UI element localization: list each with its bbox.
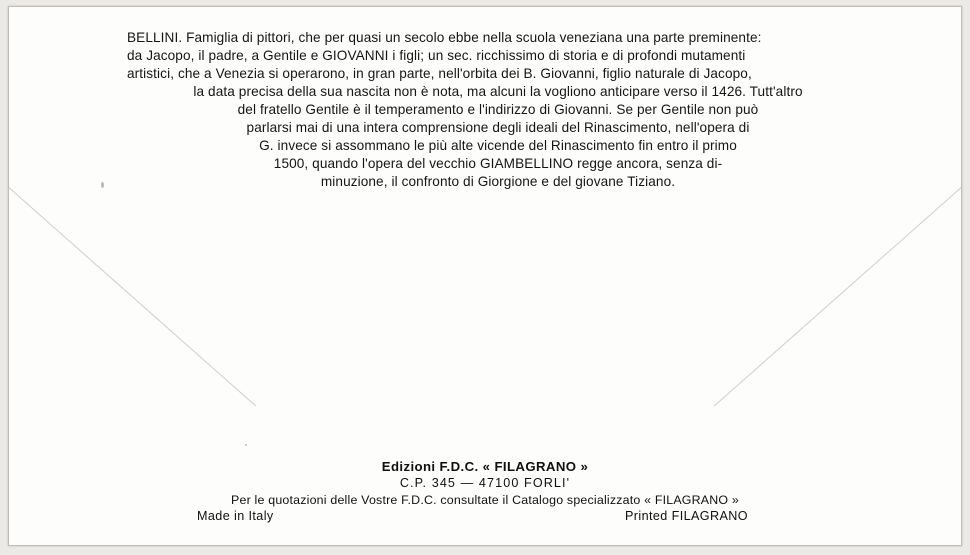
description-line: la data precisa della sua nascita non è nota, ma alcuni la vogliono anticipare verso il 1426. Tutt'altro	[193, 83, 803, 99]
imprint-footer-row	[9, 509, 961, 529]
publisher-imprint	[9, 459, 961, 529]
description-line: artistici, che a Venezia si operarono, in gran parte, nell'orbita dei B. Giovanni, figlio naturale di Jacopo,	[127, 65, 752, 81]
printed-by-label: Printed FILAGRANO	[625, 509, 748, 523]
paper-speck	[101, 182, 104, 188]
description-line: parlarsi mai di una intera comprensione degli ideali del Rinascimento, nell'opera di	[246, 119, 750, 135]
description-line: BELLINI. Famiglia di pittori, che per quasi un secolo ebbe nella scuola veneziana una parte preminente:	[127, 30, 762, 45]
envelope-back	[8, 6, 962, 546]
paper-speck	[245, 444, 247, 446]
catalog-note: Per le quotazioni delle Vostre F.D.C. consultate il Catalogo specializzato « FILAGRANO »	[231, 493, 739, 507]
publisher-name: Edizioni F.D.C. « FILAGRANO »	[381, 459, 589, 474]
description-line: minuzione, il confronto di Giorgione e del giovane Tiziano.	[320, 173, 676, 189]
description-line: 1500, quando l'opera del vecchio GIAMBELLINO regge ancora, senza di-	[273, 155, 723, 171]
made-in-label: Made in Italy	[197, 509, 274, 523]
description-line: G. invece si assommano le più alte vicende del Rinascimento fin entro il primo	[259, 137, 737, 153]
description-paragraph	[127, 29, 869, 190]
description-line: del fratello Gentile è il temperamento e l'indirizzo di Giovanni. Se per Gentile non può	[237, 101, 759, 117]
publisher-address: C.P. 345 — 47100 FORLI'	[399, 476, 571, 490]
description-line: da Jacopo, il padre, a Gentile e GIOVANNI i figli; un sec. ricchissimo di storia e di profondi mutamenti	[127, 47, 746, 63]
